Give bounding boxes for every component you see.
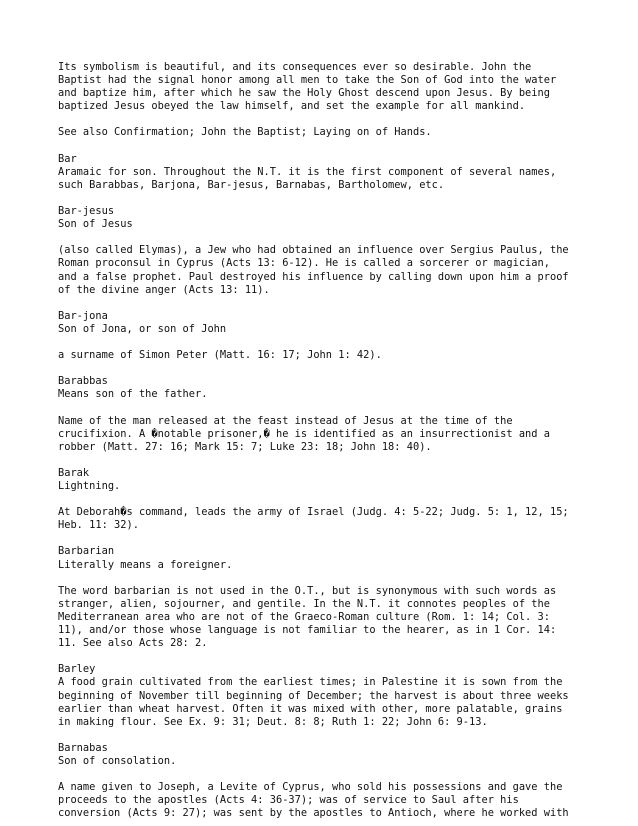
text-line: Barley xyxy=(58,663,96,676)
text-line: crucifixion. A �notable prisoner,� he is identified as an insurrectionist and a xyxy=(58,427,550,440)
text-line: Son of Jona, or son of John xyxy=(58,322,227,335)
text-line: A name given to Joseph, a Levite of Cyprus, who sold his possessions and gave the xyxy=(58,781,563,794)
text-line: Barak xyxy=(58,466,90,479)
text-paragraph xyxy=(58,61,618,113)
text-paragraph xyxy=(58,415,618,454)
text-line: Its symbolism is beautiful, and its consequences ever so desirable. John the xyxy=(58,61,532,73)
text-line: such Barabbas, Barjona, Bar-jesus, Barnabas, Bartholomew, etc. xyxy=(58,178,445,191)
text-paragraph xyxy=(58,153,618,192)
text-line: Mediterranean area who are not of the Graeco-Roman culture (Rom. 1: 14; Col. 3: xyxy=(58,610,550,623)
text-line: baptized Jesus obeyed the law himself, and set the example for all mankind. xyxy=(58,100,526,113)
text-paragraph xyxy=(58,781,618,820)
text-line: earlier than wheat harvest. Often it was mixed with other, more palatable, grains xyxy=(58,702,563,715)
text-line: proceeds to the apostles (Acts 4: 36-37); was of service to Saul after his xyxy=(58,794,519,807)
text-line: 11. See also Acts 28: 2. xyxy=(58,637,208,650)
text-line: Barbarian xyxy=(58,545,115,558)
text-line: stranger, alien, sojourner, and gentile. In the N.T. it connotes peoples of the xyxy=(58,597,550,610)
text-paragraph xyxy=(58,663,618,728)
text-line: beginning of November till beginning of December; the harvest is about three weeks xyxy=(58,689,569,702)
text-line: a surname of Simon Peter (Matt. 16: 17; John 1: 42). xyxy=(58,349,382,362)
text-paragraph xyxy=(58,126,618,139)
text-line: A food grain cultivated from the earliest times; in Palestine it is sown from the xyxy=(58,676,563,689)
text-line: Baptist had the signal honor among all men to take the Son of God into the water xyxy=(58,74,557,87)
text-line: Bar-jona xyxy=(58,309,108,322)
text-line: in making flour. See Ex. 9: 31; Deut. 8: 8; Ruth 1: 22; John 6: 9-13. xyxy=(58,715,488,728)
text-paragraph xyxy=(58,585,618,650)
text-line: Son of Jesus xyxy=(58,218,133,231)
text-paragraph xyxy=(58,742,618,768)
text-line: Means son of the father. xyxy=(58,388,208,401)
text-paragraph xyxy=(58,506,618,532)
text-line: of the divine anger (Acts 13: 11). xyxy=(58,283,270,296)
text-line: Bar xyxy=(58,152,77,165)
text-paragraph xyxy=(58,375,618,401)
text-paragraph xyxy=(58,244,618,296)
text-paragraph xyxy=(58,467,618,493)
text-line: Heb. 11: 32). xyxy=(58,519,139,532)
text-line: At Deborah�s command, leads the army of Israel (Judg. 4: 5-22; Judg. 5: 1, 12, 15; xyxy=(58,506,569,519)
text-line: Name of the man released at the feast instead of Jesus at the time of the xyxy=(58,414,513,427)
text-line: Roman proconsul in Cyprus (Acts 13: 6-12). He is called a sorcerer or magician, xyxy=(58,257,550,270)
text-line: conversion (Acts 9: 27); was sent by the apostles to Antioch, where he worked with xyxy=(58,807,569,820)
text-line: Aramaic for son. Throughout the N.T. it is the first component of several names, xyxy=(58,165,557,178)
text-paragraph xyxy=(58,205,618,231)
text-paragraph xyxy=(58,349,618,362)
text-line: and a false prophet. Paul destroyed his influence by calling down upon him a proof xyxy=(58,270,569,283)
text-line: Bar-jesus xyxy=(58,205,115,218)
text-line: Barnabas xyxy=(58,741,108,754)
text-line: robber (Matt. 27: 16; Mark 15: 7; Luke 23: 18; John 18: 40). xyxy=(58,440,432,453)
text-line: See also Confirmation; John the Baptist; Laying on of Hands. xyxy=(58,126,432,139)
text-paragraph xyxy=(58,545,618,571)
text-line: Barabbas xyxy=(58,375,108,388)
text-line: 11), and/or those whose language is not familiar to the hearer, as in 1 Cor. 14: xyxy=(58,624,557,637)
text-line: Literally means a foreigner. xyxy=(58,558,233,571)
text-line: (also called Elymas), a Jew who had obtained an influence over Sergius Paulus, the xyxy=(58,244,569,257)
text-paragraph xyxy=(58,310,618,336)
text-line: Son of consolation. xyxy=(58,754,177,767)
text-line: The word barbarian is not used in the O.T., but is synonymous with such words as xyxy=(58,584,557,597)
text-line: Lightning. xyxy=(58,480,121,492)
text-line: and baptize him, after which he saw the Holy Ghost descend upon Jesus. By being xyxy=(58,87,550,100)
